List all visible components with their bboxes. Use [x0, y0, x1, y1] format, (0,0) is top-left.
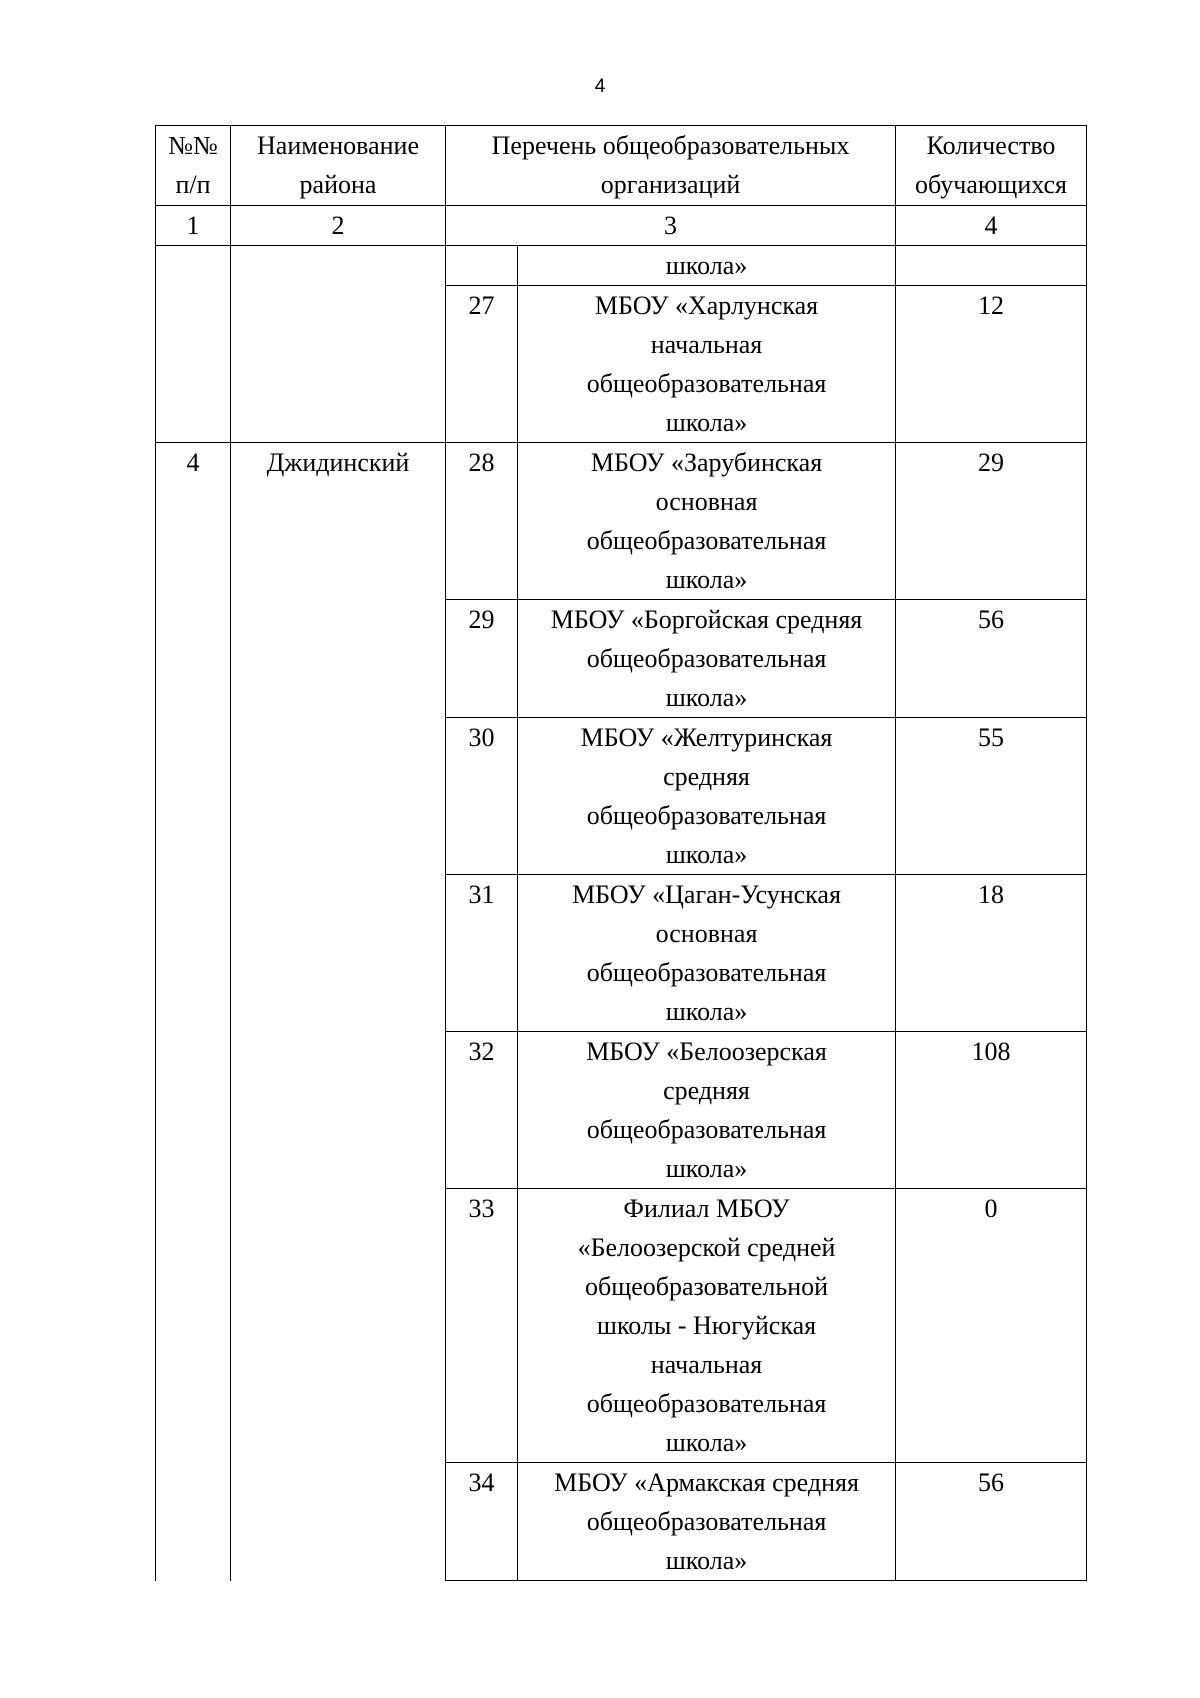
school-name-cell: [518, 246, 896, 286]
table-row: [156, 443, 1087, 600]
school-name-line: МБОУ «Цаган-Усунская: [572, 880, 841, 909]
header-count-line-1: Количество: [926, 131, 1056, 160]
school-num-cell: 29: [446, 600, 518, 718]
district-num-cell: 4: [156, 443, 231, 1581]
header-district-line-1: Наименование: [257, 131, 419, 160]
count-cell: 18: [896, 875, 1087, 1032]
school-name-line: МБОУ «Боргойская средняя: [550, 605, 863, 634]
page-number: 4: [594, 76, 606, 97]
school-name-line: общеобразовательной: [584, 1272, 829, 1301]
count-cell: 55: [896, 718, 1087, 875]
school-num-cell: 33: [446, 1189, 518, 1463]
school-name-line: Филиал МБОУ: [623, 1194, 790, 1223]
district-name-cell: Джидинский: [231, 443, 446, 1581]
count-cell: 29: [896, 443, 1087, 600]
district-num-cell-empty: [156, 246, 231, 443]
school-num-cell: 34: [446, 1463, 518, 1581]
school-num-cell: 27: [446, 286, 518, 443]
count-cell: 0: [896, 1189, 1087, 1463]
column-number: 1: [156, 206, 231, 246]
school-name-cell: [518, 1032, 896, 1189]
school-name-line: школа»: [665, 565, 748, 594]
school-name-line: общеобразовательная: [586, 1507, 827, 1536]
schools-table: [155, 125, 1087, 1581]
count-cell: 56: [896, 1463, 1087, 1581]
header-num: [156, 126, 231, 206]
header-orgs: [446, 126, 896, 206]
school-num-cell: 28: [446, 443, 518, 600]
school-name-cell: [518, 600, 896, 718]
school-name-line: «Белоозерской средней: [577, 1233, 836, 1262]
header-orgs-line-2: организаций: [600, 170, 741, 199]
school-name-line: общеобразовательная: [586, 1389, 827, 1418]
school-name-cell: [518, 875, 896, 1032]
school-name-cell: [518, 443, 896, 600]
header-num-line-2: п/п: [175, 170, 211, 199]
school-name-line: общеобразовательная: [586, 644, 827, 673]
school-name-line: школа»: [665, 1546, 748, 1575]
school-name-line: МБОУ «Белоозерская: [586, 1037, 827, 1066]
header-count: [896, 126, 1087, 206]
school-name-line: общеобразовательная: [586, 958, 827, 987]
column-number: 4: [896, 206, 1087, 246]
school-num-cell-empty: [446, 246, 518, 286]
school-name-line: средняя: [663, 762, 750, 791]
school-name-line: школы - Нюгуйская: [596, 1311, 817, 1340]
school-name-cell: [518, 286, 896, 443]
column-number: 3: [446, 206, 896, 246]
school-name-cell: [518, 1189, 896, 1463]
school-name-line: общеобразовательная: [586, 526, 827, 555]
header-district: [231, 126, 446, 206]
school-name-line: школа»: [665, 1428, 748, 1457]
school-name-line: общеобразовательная: [586, 369, 827, 398]
header-district-line-2: района: [299, 170, 377, 199]
school-name-line: МБОУ «Армакская средняя: [554, 1468, 859, 1497]
district-name-cell-empty: [231, 246, 446, 443]
count-cell: 108: [896, 1032, 1087, 1189]
school-num-cell: 30: [446, 718, 518, 875]
school-name-line: школа»: [665, 683, 748, 712]
school-name-line: начальная: [650, 330, 763, 359]
column-number: 2: [231, 206, 446, 246]
school-name-line: школа»: [665, 840, 748, 869]
school-name-line: школа»: [665, 997, 748, 1026]
school-name-cell: [518, 1463, 896, 1581]
table-header-row: [156, 126, 1087, 206]
count-cell: 12: [896, 286, 1087, 443]
school-name-line: средняя: [663, 1076, 750, 1105]
school-num-cell: 32: [446, 1032, 518, 1189]
school-name-line: общеобразовательная: [586, 801, 827, 830]
table-row: [156, 246, 1087, 286]
count-cell-empty: [896, 246, 1087, 286]
header-count-line-2: обучающихся: [915, 170, 1067, 199]
school-name-line: МБОУ «Харлунская: [594, 291, 819, 320]
column-number-row: [156, 206, 1087, 246]
school-name-line: основная: [655, 919, 758, 948]
school-name-cell: [518, 718, 896, 875]
school-num-cell: 31: [446, 875, 518, 1032]
school-name-line: начальная: [650, 1350, 763, 1379]
school-name-line: МБОУ «Желтуринская: [580, 723, 833, 752]
school-name-line: школа»: [665, 1154, 748, 1183]
school-name-line: общеобразовательная: [586, 1115, 827, 1144]
header-num-line-1: №№: [168, 131, 218, 160]
count-cell: 56: [896, 600, 1087, 718]
school-name-line: школа»: [665, 408, 748, 437]
header-orgs-line-1: Перечень общеобразовательных: [491, 131, 850, 160]
school-name-line: основная: [655, 487, 758, 516]
school-name-line: МБОУ «Зарубинская: [590, 448, 823, 477]
school-name-line: школа»: [665, 251, 748, 280]
